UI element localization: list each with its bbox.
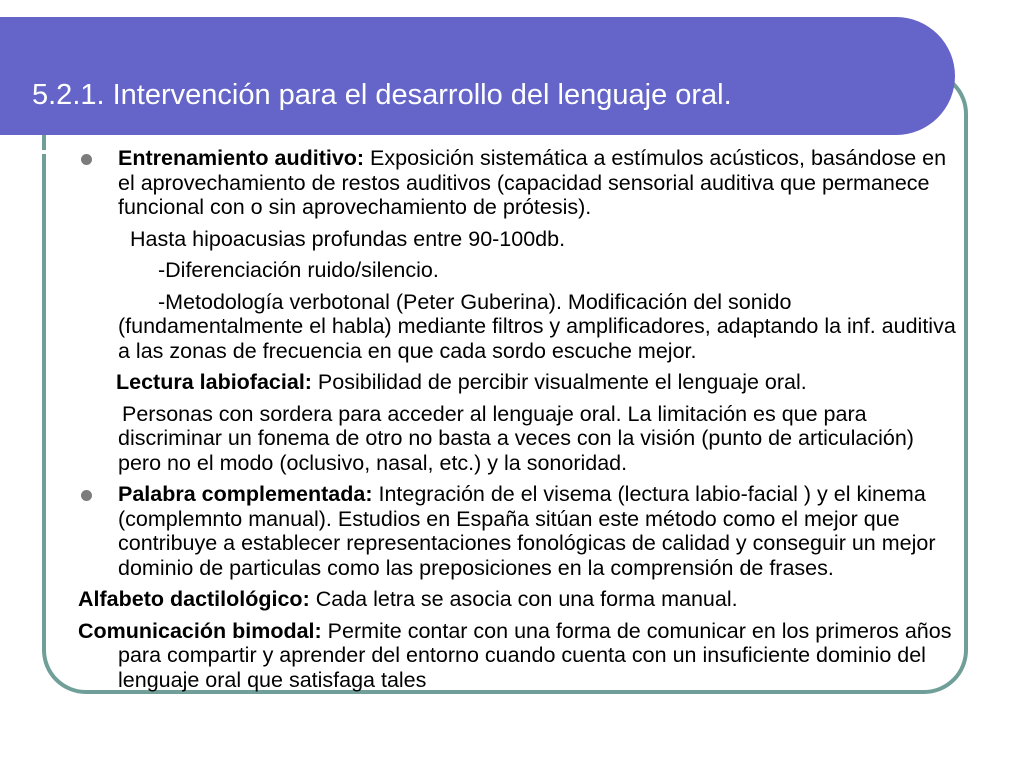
body-line-metodologia: -Metodología verbotonal (Peter Guberina). Modificación del sonido (fundamentalmente el habla) mediante filtros y amplificadores, adaptando la inf. auditiva a las zonas de frecuencia en que cada sordo escuche mejor. [118, 289, 956, 363]
body-line-diferenciacion: -Diferenciación ruido/silencio. [158, 258, 439, 282]
body-line-alfabeto [78, 587, 958, 612]
slide-title: 5.2.1. Intervención para el desarrollo del lenguaje oral. [32, 79, 732, 111]
bullet-term: Palabra complementada: [118, 482, 373, 506]
title-bar [0, 17, 955, 135]
term-text: Cada letra se asocia con una forma manual. [309, 587, 738, 611]
bullet-palabra-complementada [78, 482, 958, 580]
bullet-term: Entrenamiento auditivo: [118, 146, 365, 170]
body-line-lectura-labiofacial [78, 370, 958, 395]
body-line-hipoacusias: Hasta hipoacusias profundas entre 90-100db. [130, 226, 566, 251]
bullet-icon [81, 154, 92, 165]
body-line-personas-sordera: Personas con sordera para acceder al lenguaje oral. La limitación es que para discriminar un fonema de otro no basta a veces con la visión (punto de articulación) pero no el modo (oclusivo, nasal, etc.) y la sonoridad. [118, 401, 914, 475]
bullet-icon [81, 490, 92, 501]
bullet-text: Exposición sistemática a estímulos acústicos, basándose en el aprovechamiento de restos auditivos (capacidad sensorial auditiva que permanece funcional con o sin aprovechamiento de prótesis). [118, 146, 947, 219]
term-label: Lectura labiofacial: [116, 370, 312, 394]
term-label: Comunicación bimodal: [78, 618, 322, 643]
bullet-text: Integración de el visema (lectura labio-facial ) y el kinema (complemnto manual). Estudios en España sitúan este método como el mejor que contribuye a establecer representaciones fonológicas de calidad y conseguir un mejor dominio de particulas como las preposiciones en la comprensión de frases. [118, 482, 936, 580]
term-label: Alfabeto dactilológico: [78, 587, 310, 611]
bullet-entrenamiento-auditivo [78, 146, 958, 220]
term-text: Permite contar con una forma de comunicar en los primeros años para compartir y aprender del entorno cuando cuenta con un insuficiente dominio del lenguaje oral que satisfaga tales [118, 618, 952, 692]
term-text: Posibilidad de percibir visualmente el lenguaje oral. [311, 370, 807, 394]
body-line-bimodal [78, 619, 958, 693]
slide-body [78, 146, 958, 699]
